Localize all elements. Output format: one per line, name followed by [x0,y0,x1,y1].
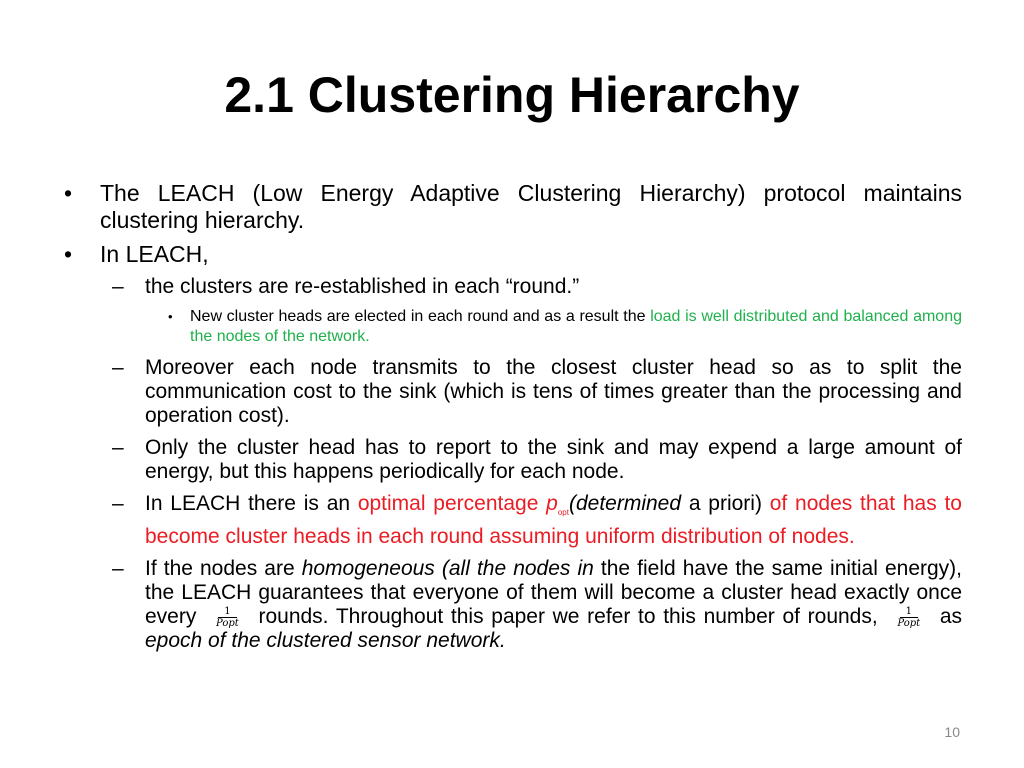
dash-icon: – [112,492,124,515]
sub-bullet-cluster-head-report [60,436,962,484]
sub-bullet-text: Only the cluster head has to report to the sink and may expend a large amount of energy, but this happens periodically for each node. [145,436,962,483]
text-guarantee: the field have the same initial energy), the LEACH guarantees that everyone of them will become a cluster head exactly once every [145,557,962,629]
sub-bullet-text: the clusters are re-established in each “round.” [145,275,580,298]
dash-icon: – [112,557,124,581]
sub-bullet-transmission [60,356,962,428]
fraction-denominator: Popt [897,618,921,630]
text-load-distributed: load is well distributed and balanced among the nodes of the network. [190,308,963,345]
bullet-icon: • [64,180,73,206]
text-intro: In LEACH there is an [145,492,358,515]
text-homogeneous: homogeneous (all the nodes in [301,557,594,581]
bullet-icon: • [64,241,73,267]
page-number: 10 [944,724,960,740]
small-bullet-icon: • [168,309,173,324]
fraction-1-over-popt [214,606,241,629]
sub-bullet-optimal-percentage [60,492,962,549]
text-epoch: epoch of the clustered sensor network. [145,629,506,653]
dash-icon: – [112,275,124,298]
fraction-denominator: Popt [216,618,239,630]
text-optimal-percentage: optimal percentage [357,492,547,515]
slide-body [60,180,962,661]
text-if-nodes: If the nodes are [145,557,302,581]
sub-sub-bullet-cluster-heads [60,307,962,347]
sub-bullet-homogeneous [60,557,962,653]
text-determined: (determined [568,492,682,515]
bullet-leach-protocol [60,180,962,234]
text-a-priori: a priori) [681,492,770,515]
bullet-in-leach [60,241,962,268]
bullet-text: In LEACH, [100,241,209,267]
slide-title: 2.1 Clustering Hierarchy [224,67,800,123]
sub-bullet-text: Moreover each node transmits to the closest cluster head so as to split the communication cost to the sink (which is tens of times greater than the processing and operation cost). [145,356,962,427]
text-rounds: rounds. Throughout this paper we refer to this number of rounds, [250,605,886,629]
sub-bullet-rounds [60,275,962,299]
fraction-1-over-popt [895,606,922,629]
text-as: as [932,605,962,629]
dash-icon: – [112,436,124,459]
text-p: p [546,492,558,515]
dash-icon: – [112,356,124,379]
text-cluster-head-fraction: of nodes that has to become cluster heads in each round assuming uniform distribution of nodes. [145,492,962,549]
fraction-numerator: 1 [900,606,918,618]
fraction-numerator: 1 [218,606,236,618]
bullet-text: The LEACH (Low Energy Adaptive Clustering Hierarchy) protocol maintains clustering hierarchy. [100,180,962,233]
text-elected: New cluster heads are elected in each round and as a result the [190,308,651,325]
text-p-subscript: opt [557,508,569,518]
